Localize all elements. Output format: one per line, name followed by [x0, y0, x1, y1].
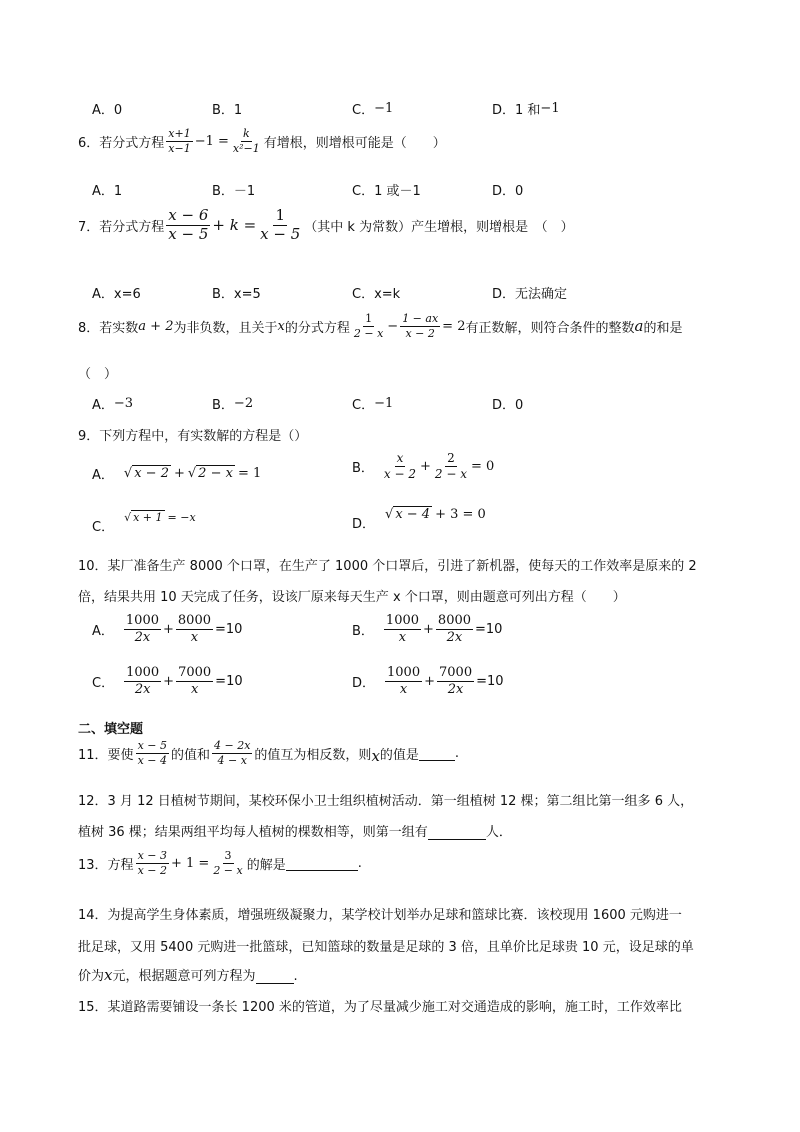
- q7-option-b: B．x=5: [212, 287, 261, 302]
- q7-option-c: C．x=k: [352, 287, 401, 302]
- q5-option-b: B．1: [212, 103, 243, 118]
- q6-option-b: B．－1: [212, 184, 256, 199]
- question-14-line-1: 14．为提高学生身体素质，增强班级凝聚力，某学校计划举办足球和篮球比赛．该校现用 1600 元购进一: [78, 908, 682, 923]
- question-10-line-1: 10．某厂准备生产 8000 个口罩，在生产了 1000 个口罩后，引进了新机器，使每天的工作效率是原来的 2: [78, 559, 697, 574]
- answer-blank[interactable]: [286, 855, 358, 871]
- q8-option-b: B． −2: [212, 396, 254, 413]
- question-10-line-2: 倍，结果共用 10 天完成了任务，设该厂原来每天生产 x 个口罩，则由题意可列出方程（ ）: [78, 590, 626, 605]
- q6-option-c: C．1 或－1: [352, 184, 421, 199]
- question-12-line-2: 植树 36 棵；结果两组平均每人植树的棵数相等，则第一组有 人．: [78, 825, 512, 840]
- fraction: $\frac{k}{\text{x²−1}}$: [232, 127, 260, 155]
- fraction: $\frac{x+1}{x-1}$: [168, 127, 191, 155]
- question-9: 9．下列方程中，有实数解的方程是（）: [78, 429, 308, 444]
- q6-option-d: D．0: [492, 184, 524, 199]
- q10-option-c: C． $\frac{1000}{2x}$ + $\frac{7000}{x}$ =10: [92, 665, 243, 697]
- q9-option-c: C． √ x + 1 = −x: [92, 511, 196, 535]
- answer-blank[interactable]: [419, 745, 455, 761]
- q10-option-a: A． $\frac{1000}{2x}$ + $\frac{8000}{x}$ =10: [92, 613, 243, 645]
- question-6: 6． 若分式方程 $\frac{x+1}{x-1}$ −1 = $\frac{k}{\text{x²−1}}$ 有增根，则增根可能是（ ）: [78, 127, 446, 155]
- question-7: 7． 若分式方程 $\frac{x - 6}{x - 5}$ + k = $\frac{1}{x - 5}$ （其中 k 为常数）产生增根，则增根是 （ ）: [78, 206, 574, 243]
- q10-option-d: D． $\frac{1000}{x}$ + $\frac{7000}{2x}$ =10: [352, 665, 504, 697]
- answer-blank[interactable]: [256, 968, 294, 984]
- q5-option-a: A．0: [92, 103, 123, 118]
- question-14-line-2: 批足球，又用 5400 元购进一批篮球，已知篮球的数量是足球的 3 倍，且单价比足球贵 10 元，设足球的单: [78, 940, 694, 955]
- q10-option-b: B． $\frac{1000}{x}$ + $\frac{8000}{2x}$ =10: [352, 613, 503, 645]
- question-13: 13． 方程 $\frac{x - 3}{x - 2}$ + 1 = $\frac{3}{2 - x}$ 的解是 .: [78, 849, 362, 877]
- question-12-line-1: 12．3 月 12 日植树节期间，某校环保小卫士组织植树活动．第一组植树 12 棵；第二组比第一组多 6 人，: [78, 794, 694, 809]
- q8-option-c: C． −1: [352, 396, 394, 413]
- q6-option-a: A．1: [92, 184, 123, 199]
- q8-answer-paren: （ ）: [78, 367, 118, 382]
- fraction: $\frac{1}{x - 5}$: [260, 206, 301, 243]
- answer-blank[interactable]: [428, 824, 486, 840]
- q7-option-a: A．x=6: [92, 287, 141, 302]
- q9-option-d: D． √ x − 4 + 3 = 0: [352, 507, 486, 532]
- q9-option-b: B． $\frac{x}{x - 2}$ + $\frac{2}{2 - x}$ = 0: [352, 451, 495, 481]
- q8-option-d: D．0: [492, 398, 524, 413]
- fraction: $\frac{1 - ax}{x - 2}$: [402, 312, 439, 340]
- fraction: $\frac{1}{2 - x}$: [353, 312, 384, 340]
- fraction: $\frac{x - 6}{x - 5}$: [168, 206, 209, 243]
- q9-option-a: A． √ x − 2 + √ 2 − x = 1: [92, 466, 262, 483]
- question-15-line-1: 15．某道路需要铺设一条长 1200 米的管道，为了尽量减少施工对交通造成的影响，施工时，工作效率比: [78, 1000, 682, 1015]
- question-14-line-3: 价为x元，根据题意可列方程为 .: [78, 966, 298, 984]
- q5-option-d: D．1 和 −1: [492, 101, 560, 118]
- question-11: 11． 要使 $\frac{x - 5}{x - 4}$ 的值和 $\frac{4 - 2x}{4 - x}$ 的值互为相反数，则 x 的值是 .: [78, 739, 460, 767]
- q8-option-a: A． −3: [92, 396, 134, 413]
- section-heading-fill-in: 二、填空题: [78, 722, 144, 737]
- q5-option-c: C． −1: [352, 101, 394, 118]
- question-8: 8． 若实数 a + 2 为非负数，且关于 x 的分式方程 $\frac{1}{2 - x}$ − $\frac{1 - ax}{x - 2}$ = 2 有正数解，则符合条件的整数 a 的和是: [78, 312, 683, 340]
- q7-option-d: D．无法确定: [492, 287, 568, 302]
